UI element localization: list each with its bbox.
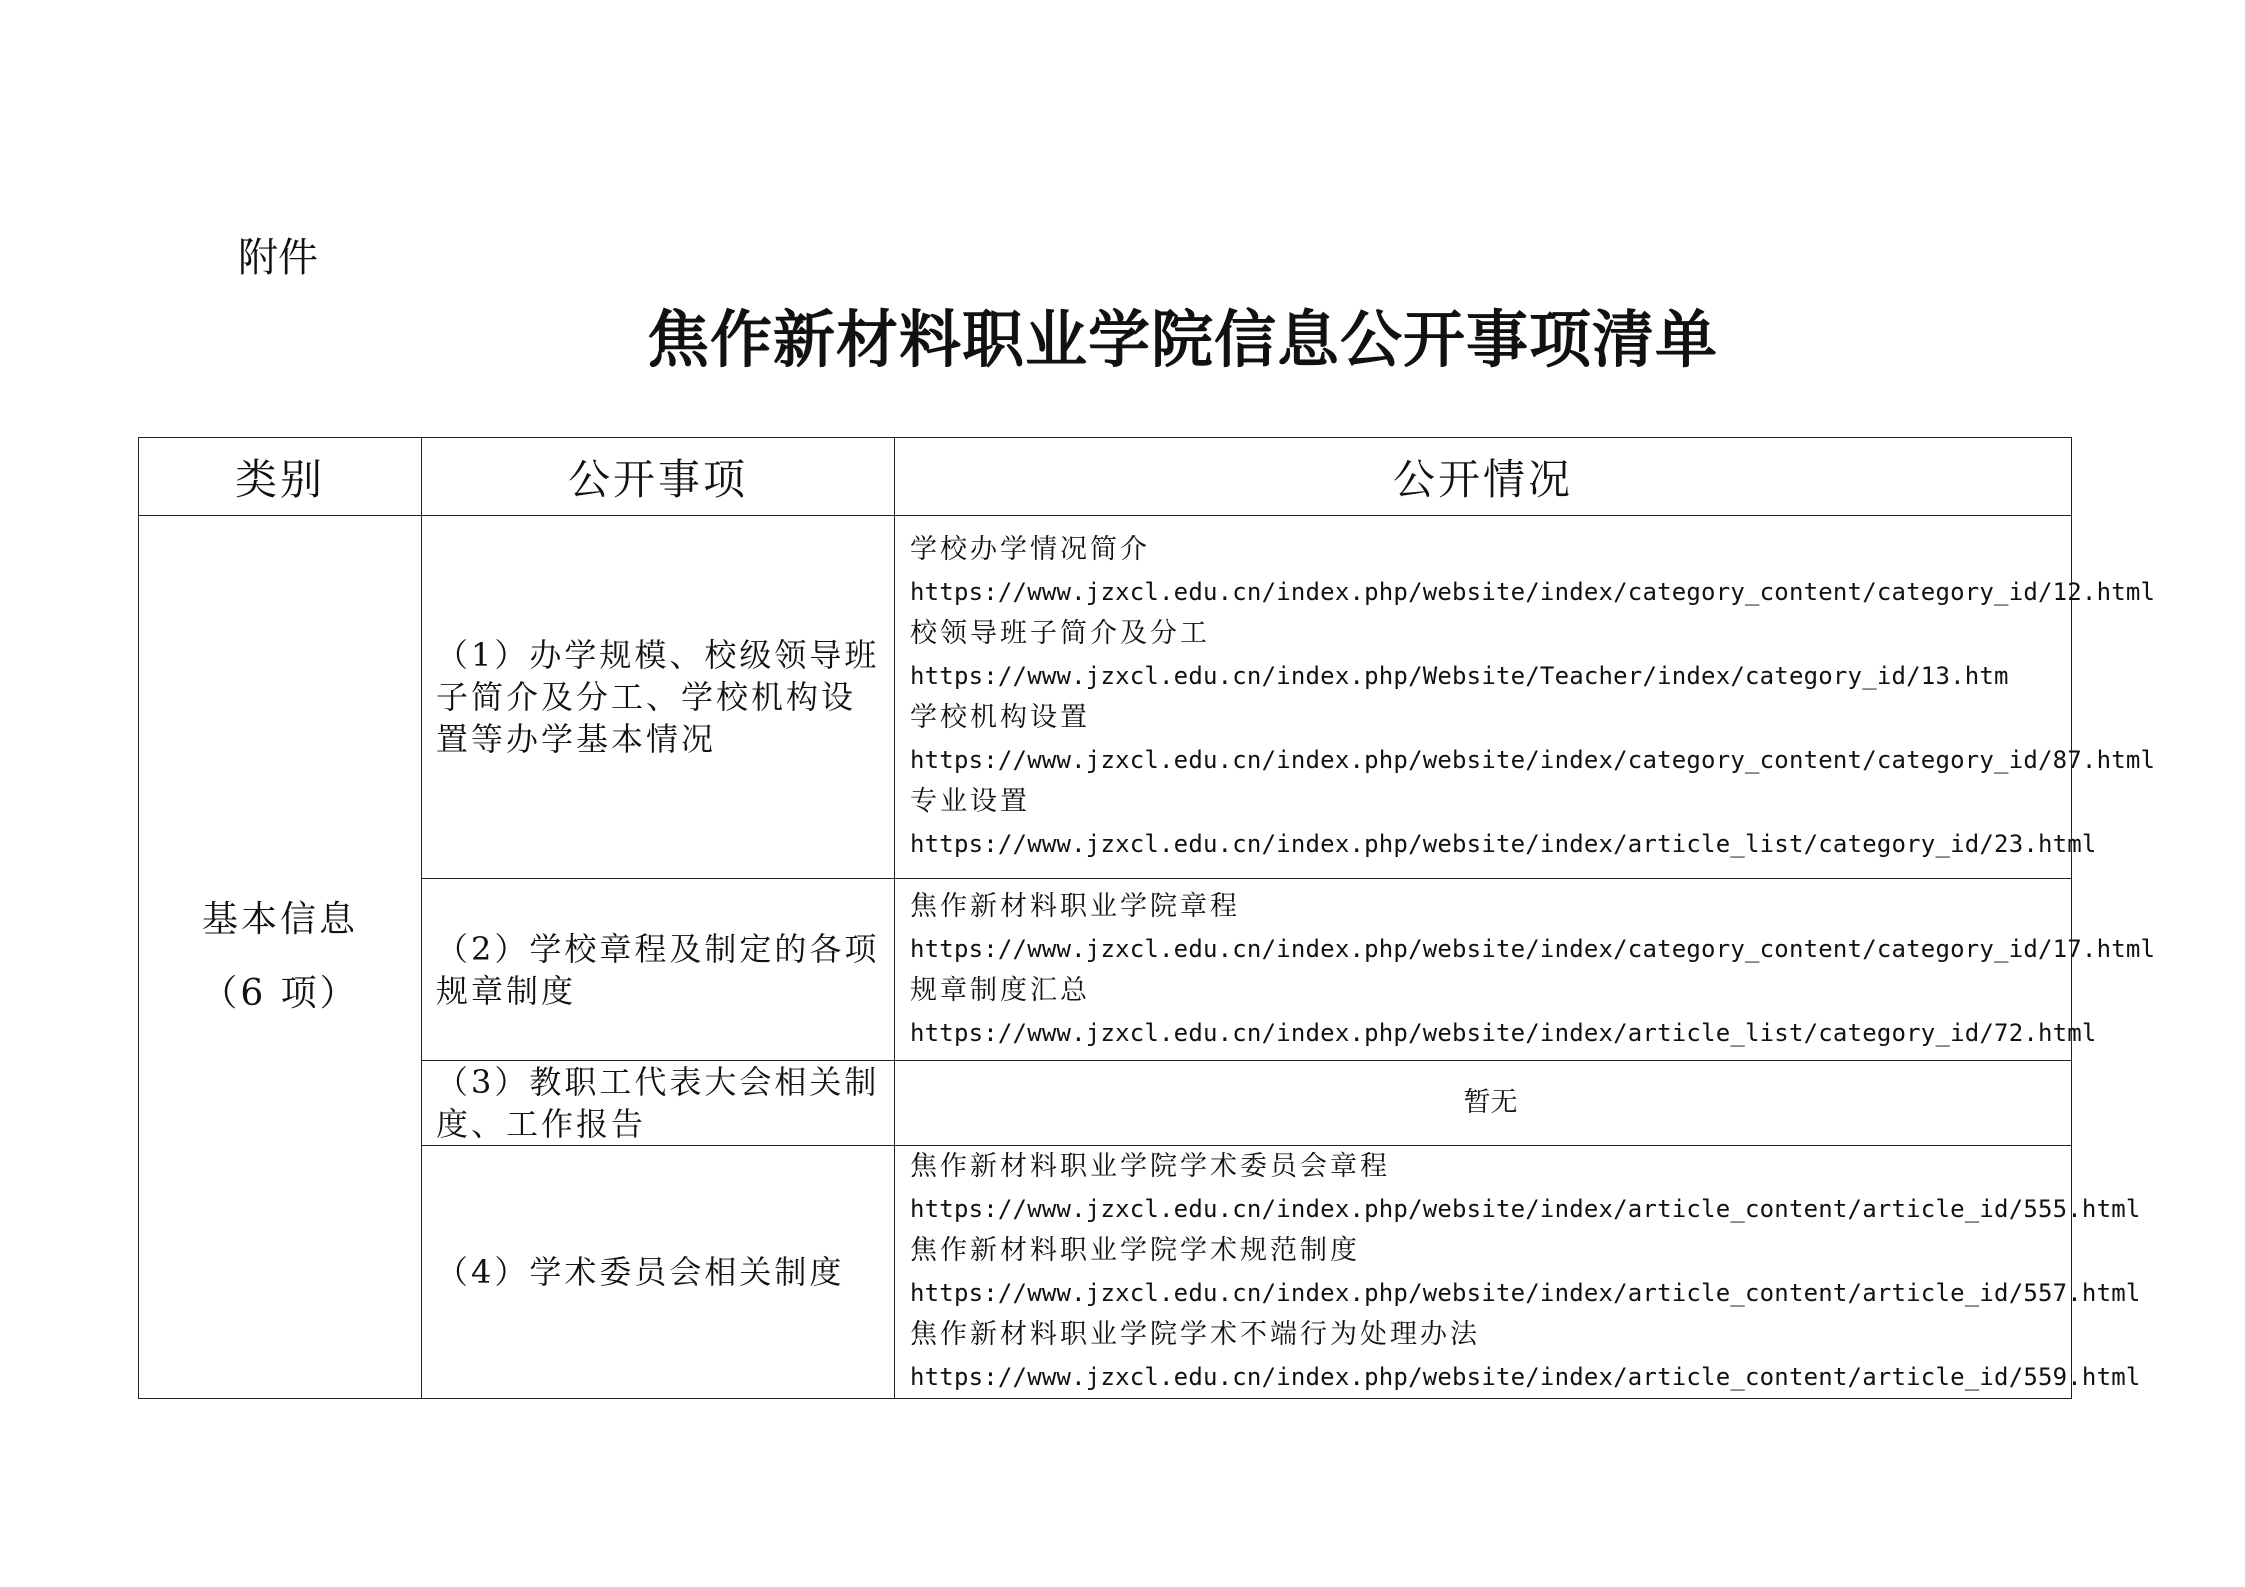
link-title: 学校机构设置 — [910, 702, 1090, 733]
document-title: 焦作新材料职业学院信息公开事项清单 — [646, 303, 1718, 376]
link-url[interactable]: https://www.jzxcl.edu.cn/index.php/website/index/article_list/category_id/72.html — [910, 1018, 2097, 1047]
link-url[interactable]: https://www.jzxcl.edu.cn/index.php/website/index/article_list/category_id/23.html — [910, 830, 2097, 858]
link-title: 焦作新材料职业学院学术规范制度 — [910, 1235, 1360, 1266]
link-url[interactable]: https://www.jzxcl.edu.cn/index.php/website/index/article_content/article_id/559.html — [910, 1363, 2141, 1391]
item-cell: （2）学校章程及制定的各项规章制度 — [422, 879, 895, 1061]
header-category: 类别 — [139, 438, 422, 516]
link-url[interactable]: https://www.jzxcl.edu.cn/index.php/Website/Teacher/index/category_id/13.htm — [910, 662, 2009, 690]
link-title: 学校办学情况简介 — [910, 534, 1150, 565]
table-row — [139, 516, 2072, 879]
item-cell: （3）教职工代表大会相关制度、工作报告 — [422, 1061, 895, 1146]
situation-cell: 暂无 — [895, 1061, 2072, 1146]
disclosure-table — [138, 437, 2156, 1399]
link-url[interactable]: https://www.jzxcl.edu.cn/index.php/website/index/article_content/article_id/557.html — [910, 1279, 2141, 1307]
link-title: 焦作新材料职业学院学术委员会章程 — [910, 1151, 1390, 1182]
situation-cell — [895, 1146, 2141, 1399]
header-item: 公开事项 — [422, 438, 895, 516]
category-cell — [139, 516, 422, 1399]
table-row — [139, 879, 2072, 1061]
link-title: 专业设置 — [910, 786, 1030, 817]
situation-cell — [895, 879, 2156, 1061]
annex-label: 附件 — [238, 235, 318, 281]
link-url[interactable]: https://www.jzxcl.edu.cn/index.php/website/index/category_content/category_id/17.html — [910, 934, 2156, 963]
link-title: 焦作新材料职业学院学术不端行为处理办法 — [910, 1319, 1480, 1350]
table-row — [139, 1061, 2072, 1146]
link-url[interactable]: https://www.jzxcl.edu.cn/index.php/website/index/category_content/category_id/87.html — [910, 746, 2156, 774]
situation-cell — [895, 516, 2156, 879]
link-url[interactable]: https://www.jzxcl.edu.cn/index.php/website/index/category_content/category_id/12.html — [910, 578, 2156, 606]
category-count: （6 项） — [201, 973, 359, 1014]
link-title: 规章制度汇总 — [910, 974, 1090, 1006]
category-name: 基本信息 — [201, 899, 358, 940]
table-row — [139, 1146, 2072, 1399]
link-title: 校领导班子简介及分工 — [910, 618, 1210, 649]
item-cell: （4）学术委员会相关制度 — [422, 1146, 895, 1399]
link-url[interactable]: https://www.jzxcl.edu.cn/index.php/website/index/article_content/article_id/555.html — [910, 1195, 2141, 1223]
link-title: 焦作新材料职业学院章程 — [910, 890, 1240, 922]
table-header-row — [139, 438, 2072, 516]
item-cell: （1）办学规模、校级领导班子简介及分工、学校机构设置等办学基本情况 — [422, 516, 895, 879]
header-situation: 公开情况 — [895, 438, 2072, 516]
